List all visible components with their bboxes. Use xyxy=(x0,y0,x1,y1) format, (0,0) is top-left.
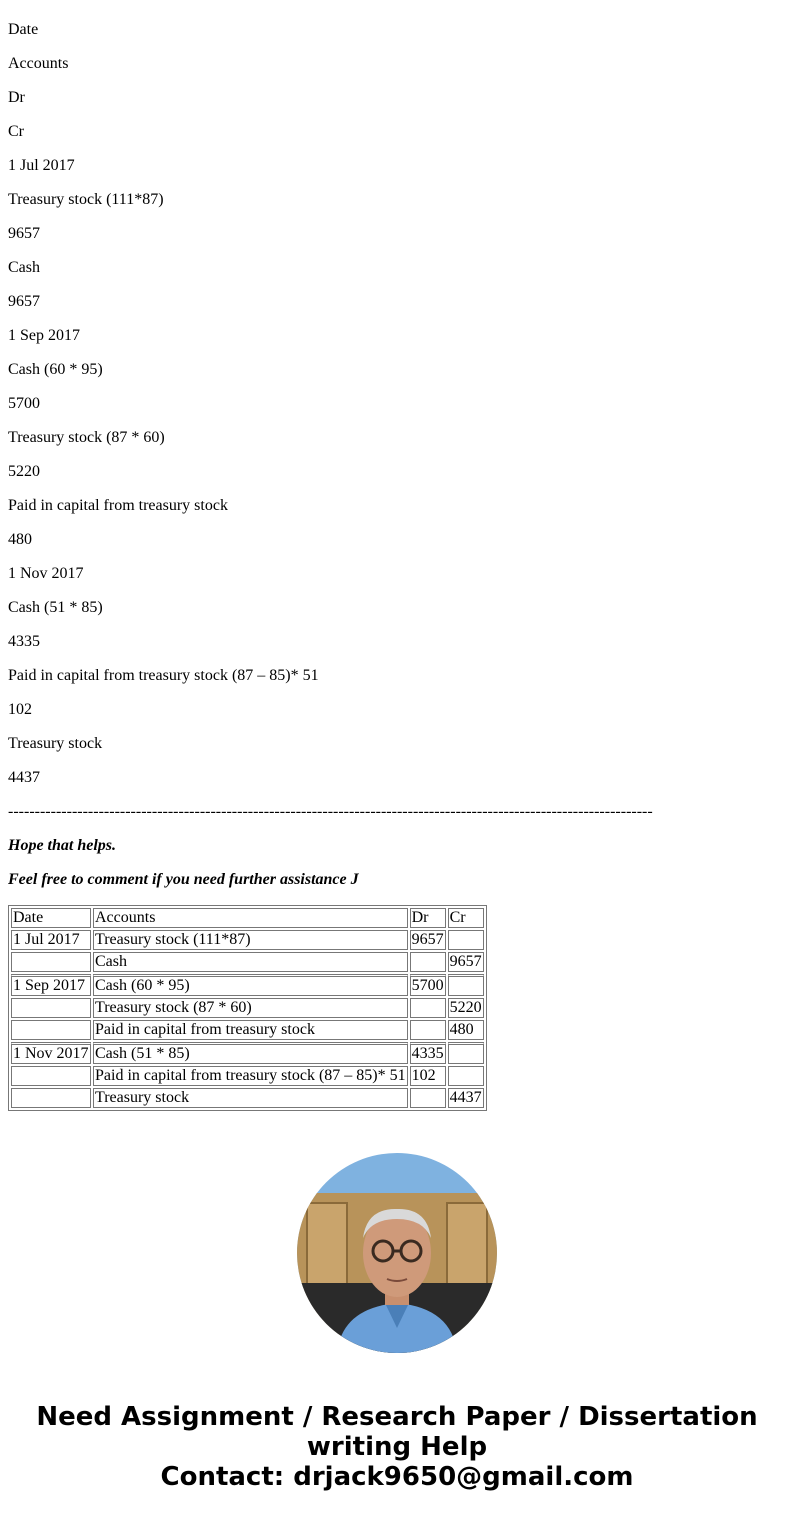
text-line: Paid in capital from treasury stock xyxy=(8,497,228,514)
ad-line-1: Need Assignment / Research Paper / Dissertation xyxy=(36,1402,758,1432)
cell-dr: 9657 xyxy=(411,931,444,948)
cell-account: Treasury stock xyxy=(93,1088,408,1108)
cell-date xyxy=(11,952,91,972)
cell-cr: 9657 xyxy=(449,953,482,970)
text-line: Cash (51 * 85) xyxy=(8,599,103,616)
table-header-row xyxy=(11,908,484,928)
text-line: 102 xyxy=(8,701,32,718)
table-row xyxy=(11,952,484,972)
cell-dr: 102 xyxy=(410,1066,446,1086)
cell-date: 1 Nov 2017 xyxy=(11,1042,91,1064)
text-line: 4335 xyxy=(8,633,40,650)
text-line: 4437 xyxy=(8,769,40,786)
text-line: Cash xyxy=(8,259,40,276)
cell-dr: 5700 xyxy=(410,974,446,996)
cell-cr xyxy=(448,1066,484,1086)
cell-dr xyxy=(410,1020,446,1040)
table-row xyxy=(11,1020,484,1040)
cell-dr xyxy=(410,998,446,1018)
closing-line-1: Hope that helps. xyxy=(8,837,117,854)
cell-account: Treasury stock (87 * 60) xyxy=(93,998,408,1018)
cell-date xyxy=(11,1066,91,1086)
text-line: Treasury stock (111*87) xyxy=(8,191,164,208)
table-row xyxy=(11,1042,484,1064)
cell-cr xyxy=(448,930,484,950)
cell-dr xyxy=(410,1088,446,1108)
text-line: 5220 xyxy=(8,463,40,480)
text-line: Cash (60 * 95) xyxy=(8,361,103,378)
cell-account: Paid in capital from treasury stock xyxy=(93,1020,408,1040)
table-row xyxy=(11,1066,484,1086)
header-accounts: Accounts xyxy=(93,908,408,928)
cell-cr xyxy=(448,1042,484,1064)
cell-date xyxy=(11,1020,91,1040)
cell-cr: 5220 xyxy=(449,999,482,1016)
cell-date: 1 Sep 2017 xyxy=(11,974,91,996)
text-line: Dr xyxy=(8,89,25,106)
cell-account: Cash xyxy=(93,952,408,972)
text-line: 9657 xyxy=(8,225,40,242)
closing-line-2: Feel free to comment if you need further assistance J xyxy=(8,871,359,888)
header-dr: Dr xyxy=(410,908,446,928)
header-cr: Cr xyxy=(448,908,484,928)
cell-dr: 4335 xyxy=(410,1042,446,1064)
separator-line: ------------------------------------------------------------------------------------------------------------------------- xyxy=(8,803,653,820)
text-line: Treasury stock (87 * 60) xyxy=(8,429,165,446)
assignment-help-ad xyxy=(0,1402,794,1492)
cell-cr: 4437 xyxy=(449,1089,482,1106)
text-line: Accounts xyxy=(8,55,69,72)
text-line: 9657 xyxy=(8,293,40,310)
text-line: 1 Sep 2017 xyxy=(8,327,80,344)
journal-table xyxy=(8,905,487,1111)
text-line: 1 Jul 2017 xyxy=(8,157,75,174)
cell-account: Cash (51 * 85) xyxy=(93,1042,408,1064)
text-line: 480 xyxy=(8,531,32,548)
cell-account: Paid in capital from treasury stock (87 – 85)* 51 xyxy=(95,1067,406,1084)
cell-date: 1 Jul 2017 xyxy=(11,930,91,950)
cell-date xyxy=(11,1088,91,1108)
author-avatar xyxy=(297,1153,497,1353)
table-row xyxy=(11,1088,484,1108)
table-row xyxy=(11,998,484,1018)
text-line: Treasury stock xyxy=(8,735,103,752)
text-line: Date xyxy=(8,21,39,38)
table-row xyxy=(11,930,484,950)
header-date: Date xyxy=(11,908,91,928)
cell-account: Cash (60 * 95) xyxy=(93,974,408,996)
text-line: Paid in capital from treasury stock (87 – 85)* 51 xyxy=(8,667,319,684)
cell-dr xyxy=(410,952,446,972)
avatar-portrait xyxy=(297,1153,497,1353)
cell-cr xyxy=(448,974,484,996)
text-line: 1 Nov 2017 xyxy=(8,565,84,582)
ad-contact-line: Contact: drjack9650@gmail.com xyxy=(160,1462,634,1492)
ad-line-2: writing Help xyxy=(306,1432,488,1462)
cell-cr: 480 xyxy=(448,1020,484,1040)
cell-date xyxy=(11,998,91,1018)
table-row xyxy=(11,974,484,996)
text-line: Cr xyxy=(8,123,24,140)
cell-account: Treasury stock (111*87) xyxy=(93,930,408,950)
text-line: 5700 xyxy=(8,395,40,412)
